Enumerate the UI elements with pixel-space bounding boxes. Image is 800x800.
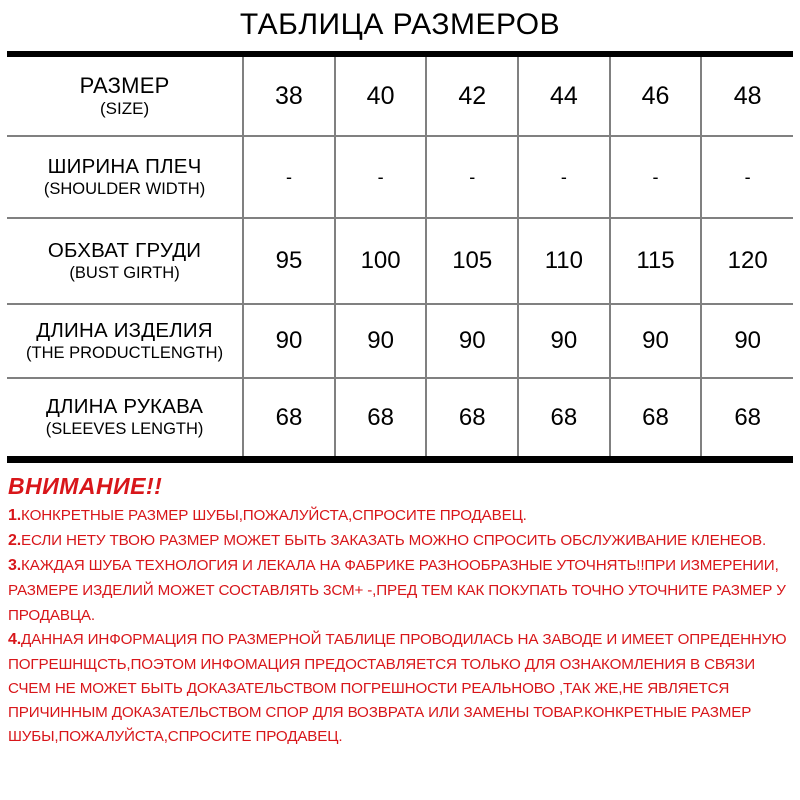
notice-item-text: ЕСЛИ НЕТУ ТВОЮ РАЗМЕР МОЖЕТ БЫТЬ ЗАКАЗАТЬ МОЖНО СПРОСИТЬ ОБСЛУЖИВАНИЕ КЛЕНЕОВ.	[21, 532, 767, 550]
cell-shoulder-46: -	[610, 136, 702, 218]
cell-shoulder-44: -	[518, 136, 610, 218]
notice-item-number: 4.	[8, 630, 22, 648]
cell-sleeve-48: 68	[734, 403, 762, 431]
cell-sleeve-46: 68	[610, 378, 702, 456]
notice-section	[0, 463, 800, 745]
cell-length-40: 90	[335, 304, 427, 378]
row-label-en: (SHOULDER WIDTH)	[43, 179, 206, 198]
table-row	[7, 218, 793, 304]
header-size-48: 48	[701, 54, 793, 136]
table-row	[7, 378, 793, 456]
row-label-product-length	[7, 304, 243, 378]
size-table-container	[7, 40, 793, 456]
notice-item-line: СЧЕМ НЕ МОЖЕТ БЫТЬ ДОКАЗАТЕЛЬСТВОМ ПОГРЕШНОСТИ РЕАЛЬНОВО ,ТАК ЖЕ,НЕ ЯВЛЯЕТСЯ	[8, 680, 730, 698]
notice-item-line: РАЗМЕРЕ ИЗДЕЛИЙ МОЖЕТ СОСТАВЛЯТЬ 3СМ+ -,ПРЕД ТЕМ КАК ПОКУПАТЬ ТОЧНО УТОЧНИТЕ РАЗМЕР У	[8, 582, 786, 600]
cell-length-42: 90	[426, 304, 518, 378]
cell-shoulder-38: -	[243, 136, 335, 218]
row-label-ru: ДЛИНА ИЗДЕЛИЯ	[36, 318, 213, 342]
header-size-38: 38	[243, 54, 335, 136]
notice-list	[8, 508, 792, 744]
notice-item-line: ПОГРЕШНЩСТЬ,ПОЭТОМ ИНФОМАЦИЯ ПРЕДОСТАВЛЯЕТСЯ ТОЛЬКО ДЛЯ ОЗНАКОМЛЕНИЯ В СВЯЗИ	[8, 655, 755, 673]
row-label-ru: ШИРИНА ПЛЕЧ	[47, 154, 202, 178]
size-table	[7, 51, 793, 456]
header-size-44: 44	[518, 54, 610, 136]
row-label-ru: ДЛИНА РУКАВА	[45, 395, 204, 419]
cell-bust-46: 115	[610, 218, 702, 304]
notice-heading: ВНИМАНИЕ!!	[8, 473, 163, 499]
notice-item-text: КОНКРЕТНЫЕ РАЗМЕР ШУБЫ,ПОЖАЛУЙСТА,СПРОСИТЕ ПРОДАВЕЦ.	[21, 507, 527, 525]
row-label-sleeves-length	[7, 378, 243, 456]
page-title: ТАБЛИЦА РАЗМЕРОВ	[239, 8, 561, 41]
table-row	[7, 304, 793, 378]
table-header-row	[7, 54, 793, 136]
notice-item-3	[8, 558, 792, 622]
cell-sleeve-44: 68	[518, 378, 610, 456]
row-label-ru: ОБХВАТ ГРУДИ	[47, 238, 202, 262]
row-label-en: (BUST GIRTH)	[69, 263, 180, 282]
row-label-shoulder-width	[7, 136, 243, 218]
cell-length-38: 90	[243, 304, 335, 378]
notice-item-1	[8, 508, 792, 524]
cell-bust-38: 95	[243, 218, 335, 304]
cell-bust-40: 100	[335, 218, 427, 304]
notice-item-number: 3.	[8, 557, 22, 575]
cell-sleeve-38: 68	[243, 378, 335, 456]
header-label-ru: РАЗМЕР	[79, 72, 170, 98]
cell-length-46: 90	[610, 304, 702, 378]
cell-bust-42: 105	[426, 218, 518, 304]
cell-sleeve-40: 68	[335, 378, 427, 456]
notice-item-line: ПРОДАВЦА.	[8, 606, 95, 624]
cell-shoulder-42: -	[426, 136, 518, 218]
notice-item-text: ДАННАЯ ИНФОРМАЦИЯ ПО РАЗМЕРНОЙ ТАБЛИЦЕ ПРОВОДИЛАСЬ НА ЗАВОДЕ И ИМЕЕТ ОПРЕДЕННУЮ	[21, 630, 787, 648]
header-label-en: (SIZE)	[100, 99, 150, 119]
cell-length-44: 90	[518, 304, 610, 378]
notice-item-line	[8, 632, 792, 648]
header-label-size	[7, 54, 243, 136]
notice-item-line: ШУБЫ,ПОЖАЛУЙСТА,СПРОСИТЕ ПРОДАВЕЦ.	[8, 728, 343, 746]
header-size-40: 40	[335, 54, 427, 136]
header-size-46: 46	[610, 54, 702, 136]
notice-item-number: 1.	[8, 507, 22, 525]
cell-shoulder-40: -	[335, 136, 427, 218]
cell-bust-48: 120	[701, 218, 793, 304]
row-label-en: (SLEEVES LENGTH)	[45, 420, 204, 439]
header-size-42: 42	[426, 54, 518, 136]
cell-sleeve-42: 68	[426, 378, 518, 456]
cell-bust-44: 110	[518, 218, 610, 304]
notice-item-line	[8, 558, 792, 574]
notice-item-line: ПРИЧИННЫМ ДОКАЗАТЕЛЬСТВОМ СПОР ДЛЯ ВОЗВРАТА ИЛИ ЗАМЕНЫ ТОВАР.КОНКРЕТНЫЕ РАЗМЕР	[8, 704, 752, 722]
table-bottom-rule	[7, 456, 793, 463]
notice-item-text: КАЖДАЯ ШУБА ТЕХНОЛОГИЯ И ЛЕКАЛА НА ФАБРИКЕ РАЗНООБРАЗНЫЕ УТОЧНЯТЬ!!ПРИ ИЗМЕРЕНИИ,	[21, 557, 779, 575]
row-label-en: (THE PRODUCTLENGTH)	[26, 343, 224, 362]
notice-item-2	[8, 533, 792, 549]
cell-length-48: 90	[701, 304, 793, 378]
notice-item-number: 2.	[8, 532, 22, 550]
row-label-bust-girth	[7, 218, 243, 304]
table-row	[7, 136, 793, 218]
notice-item-4	[8, 632, 792, 745]
cell-shoulder-48: -	[701, 136, 793, 218]
